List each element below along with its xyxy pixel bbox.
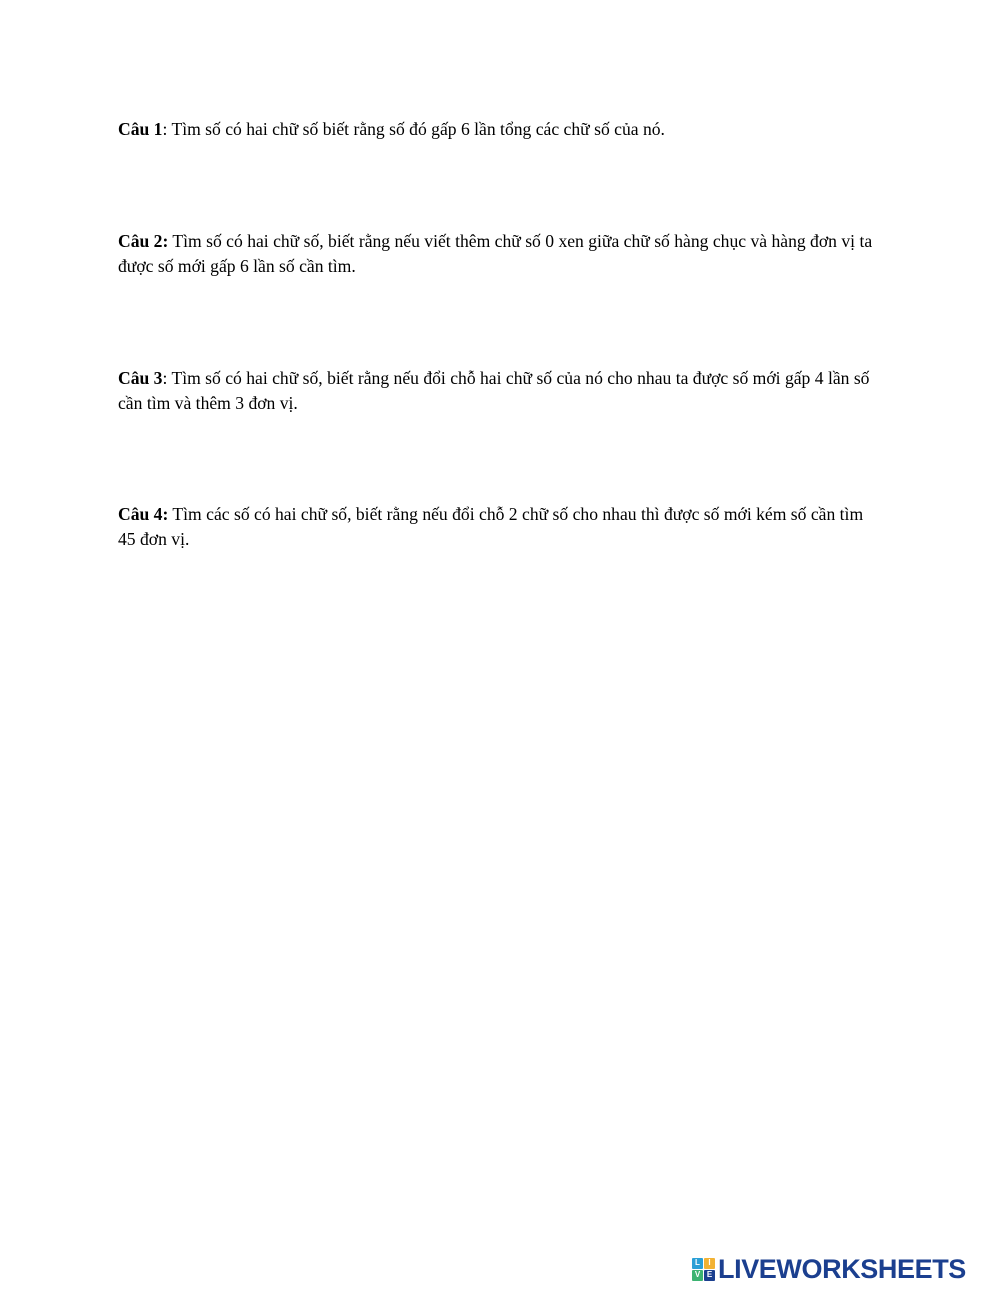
question-2-label: Câu 2: [118, 231, 169, 251]
question-2 [118, 229, 878, 278]
question-3 [118, 366, 878, 415]
question-3-label: Câu 3 [118, 368, 163, 388]
question-4-text: Tìm các số có hai chữ số, biết rằng nếu đổi chỗ 2 chữ số cho nhau thì được số mới kém số cần tìm 45 đơn vị. [118, 504, 864, 549]
question-2-text: Tìm số có hai chữ số, biết rằng nếu viết thêm chữ số 0 xen giữa chữ số hàng chục và hàng đơn vị ta được số mới gấp 6 lần số cần tìm. [118, 231, 873, 276]
question-1-text: : Tìm số có hai chữ số biết rằng số đó gấp 6 lần tổng các chữ số của nó. [162, 119, 665, 139]
question-3-text: : Tìm số có hai chữ số, biết rằng nếu đổi chỗ hai chữ số của nó cho nhau ta được số mới gấp 4 lần số cần tìm và thêm 3 đơn vị. [118, 368, 870, 413]
liveworksheets-wordmark: LIVEWORKSHEETS [718, 1254, 966, 1284]
question-4-label: Câu 4: [118, 504, 169, 524]
mark-letter-i: I [704, 1258, 715, 1269]
liveworksheets-logo [692, 1256, 966, 1282]
liveworksheets-mark-icon [692, 1258, 715, 1281]
question-4 [118, 502, 878, 551]
question-1 [118, 117, 878, 142]
question-1-label: Câu 1 [118, 119, 163, 139]
mark-letter-e: E [704, 1270, 715, 1281]
mark-letter-v: V [692, 1270, 703, 1281]
mark-letter-l: L [692, 1258, 703, 1269]
